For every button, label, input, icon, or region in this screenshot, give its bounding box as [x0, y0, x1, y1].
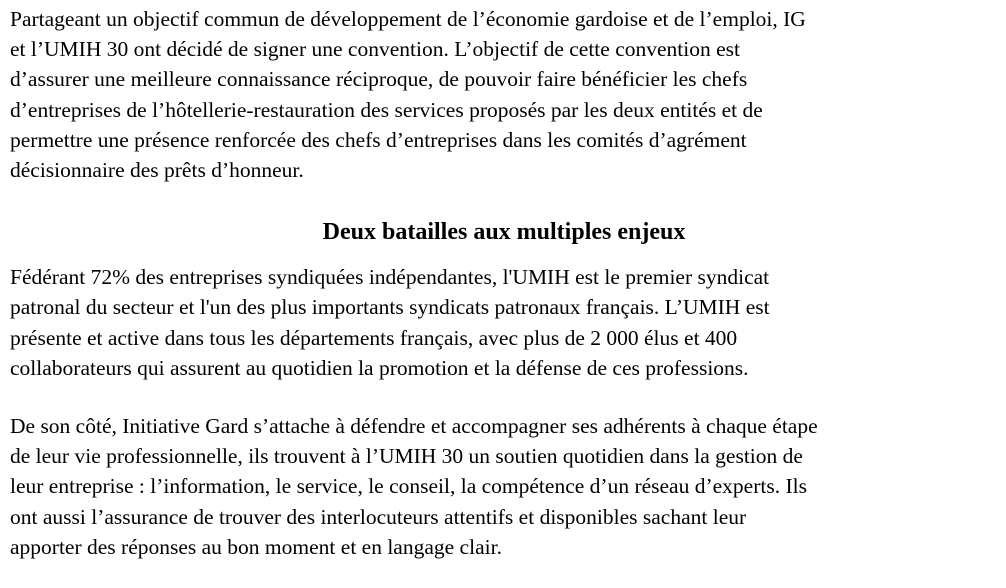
text-line: apporter des réponses au bon moment et en langage clair.: [10, 534, 502, 559]
umih-paragraph: [10, 262, 998, 383]
section-heading: Deux batailles aux multiples enjeux: [322, 219, 686, 246]
text-line: leur entreprise : l’information, le service, le conseil, la compétence d’un réseau d’experts. Ils: [10, 474, 807, 499]
text-line: décisionnaire des prêts d’honneur.: [10, 158, 304, 183]
text-line: permettre une présence renforcée des chefs d’entreprises dans les comités d’agrément: [10, 127, 747, 152]
intro-paragraph: [10, 0, 998, 185]
text-line: et l’UMIH 30 ont décidé de signer une convention. L’objectif de cette convention est: [10, 37, 740, 62]
text-line: Fédérant 72% des entreprises syndiquées indépendantes, l'UMIH est le premier syndicat: [10, 265, 770, 290]
text-line: d’entreprises de l’hôtellerie-restauration des services proposés par les deux entités et de: [10, 97, 763, 122]
initiative-gard-paragraph: [10, 411, 998, 562]
text-line: d’assurer une meilleure connaissance réciproque, de pouvoir faire bénéficier les chefs: [10, 67, 748, 92]
text-line: De son côté, Initiative Gard s’attache à défendre et accompagner ses adhérents à chaque étape: [10, 414, 818, 439]
text-line: Partageant un objectif commun de développement de l’économie gardoise et de l’emploi, IG: [10, 7, 806, 31]
text-line: de leur vie professionnelle, ils trouvent à l’UMIH 30 un soutien quotidien dans la gestion de: [10, 444, 803, 469]
paragraph-spacer: [10, 383, 998, 411]
text-line: ont aussi l’assurance de trouver des interlocuteurs attentifs et disponibles sachant leur: [10, 504, 747, 529]
text-line: collaborateurs qui assurent au quotidien la promotion et la défense de ces professions.: [10, 355, 749, 380]
text-line: patronal du secteur et l'un des plus importants syndicats patronaux français. L’UMIH est: [10, 295, 770, 320]
text-line: présente et active dans tous les départements français, avec plus de 2 000 élus et 400: [10, 325, 738, 350]
